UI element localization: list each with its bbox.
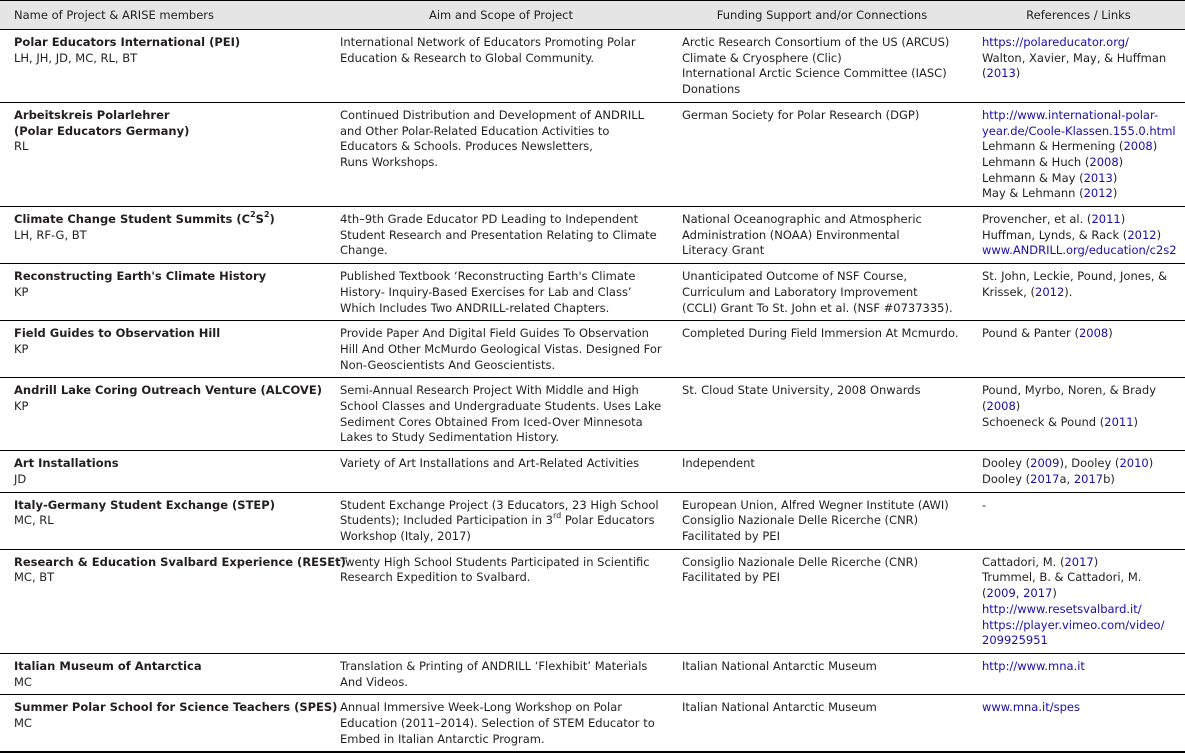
references-cell [972, 30, 1185, 103]
references-cell [972, 207, 1185, 264]
project-name: Summer Polar School for Science Teachers (SPES) [14, 700, 338, 715]
citation-author: St. John, Leckie, Pound, Jones, & [982, 269, 1168, 284]
project-name-part: S [255, 212, 264, 227]
funding-line: Independent [682, 456, 755, 471]
funding-line: Italian National Antarctic Museum [682, 658, 877, 673]
citation-year-link[interactable]: 2017 [1023, 586, 1053, 601]
citation-year-link[interactable]: 2008 [1089, 154, 1119, 169]
citation-year-link[interactable]: 2011 [1091, 212, 1121, 227]
citation: Dooley (2009), Dooley (2010) [982, 456, 1154, 471]
project-members: MC [14, 716, 32, 731]
aim-cell [330, 207, 672, 264]
citation-author: Krissek, [982, 284, 1027, 299]
citation-year-line: (2009, 2017) [982, 586, 1057, 601]
project-cell [0, 321, 330, 378]
reference-link[interactable]: http://www.resetsvalbard.it/ [982, 601, 1142, 616]
aim-cell [330, 378, 672, 451]
reference-link[interactable]: http://www.international-polar- [982, 107, 1159, 122]
project-members: KP [14, 399, 29, 414]
aim-line: Student Research and Presentation Relating to Climate [340, 227, 657, 242]
table-row [0, 653, 1185, 694]
aim-text: Students); Included Participation in 3 [340, 513, 553, 528]
aim-line: Student Exchange Project (3 Educators, 23 High School [340, 497, 659, 512]
project-name: Art Installations [14, 456, 119, 471]
aim-cell [330, 653, 672, 694]
citation-author: Cattadori, M. [982, 554, 1057, 569]
funding-line: Literacy Grant [682, 243, 765, 258]
project-name: Polar Educators International (PEI) [14, 35, 241, 49]
citation-year-link[interactable]: 2013 [986, 66, 1016, 81]
reference-link[interactable]: www.mna.it/spes [982, 700, 1080, 715]
project-cell [0, 492, 330, 549]
funding-line: Consiglio Nazionale Delle Ricerche (CNR) [682, 513, 919, 528]
project-members: LH, JH, JD, MC, RL, BT [14, 50, 138, 65]
project-members: MC, RL [14, 513, 54, 528]
project-members: MC [14, 674, 32, 689]
citation: Lehmann & Huch (2008) [982, 154, 1124, 169]
citation-year-line: (2008) [982, 399, 1021, 414]
citation-author: Trummel, B. & Cattadori, M. [982, 570, 1142, 585]
reference-text: - [982, 497, 987, 512]
project-members: KP [14, 284, 29, 299]
project-cell [0, 264, 330, 321]
project-name [14, 212, 324, 228]
project-cell [0, 207, 330, 264]
aim-line: Provide Paper And Digital Field Guides To Observation [340, 326, 649, 341]
funding-cell [672, 30, 972, 103]
citation-year-link[interactable]: 2010 [1119, 456, 1149, 471]
citation: Krissek, (2012). [982, 284, 1073, 299]
aim-line: Change. [340, 243, 388, 258]
funding-line: St. Cloud State University, 2008 Onwards [682, 383, 921, 398]
project-cell [0, 378, 330, 451]
aim-line: Sediment Cores Obtained From Iced-Over Minnesota [340, 414, 643, 429]
aim-cell [330, 549, 672, 653]
citation: Lehmann & Hermening (2008) [982, 139, 1158, 154]
funding-cell [672, 549, 972, 653]
citation-author: Dooley [1071, 456, 1112, 471]
citation: Pound & Panter (2008) [982, 326, 1113, 341]
funding-line: Arctic Research Consortium of the US (ARCUS) [682, 35, 950, 49]
citation-year-link[interactable]: 2008 [1078, 326, 1109, 341]
funding-line: European Union, Alfred Wegner Institute (AWI) [682, 497, 949, 512]
citation-author: Lehmann & Hermening [982, 139, 1116, 154]
citation-author: Schoeneck & Pound [982, 414, 1097, 429]
table-row [0, 378, 1185, 451]
funding-cell [672, 492, 972, 549]
aim-cell [330, 264, 672, 321]
reference-link[interactable]: https://player.vimeo.com/video/ [982, 617, 1165, 632]
project-name: Italy-Germany Student Exchange (STEP) [14, 497, 275, 512]
funding-line: Italian National Antarctic Museum [682, 700, 877, 715]
aim-line: Lakes to Study Sedimentation History. [340, 430, 560, 445]
reference-year-line: (2013) [982, 66, 1021, 81]
citation: Cattadori, M. (2017) [982, 554, 1099, 569]
citation-year-link[interactable]: 2012 [1127, 227, 1157, 242]
project-name-subtitle: (Polar Educators Germany) [14, 123, 190, 138]
aim-line: Published Textbook ‘Reconstructing Earth's Climate [340, 269, 636, 284]
aim-cell [330, 30, 672, 103]
aim-line: Research Expedition to Svalbard. [340, 570, 531, 585]
project-name: Field Guides to Observation Hill [14, 326, 221, 341]
project-cell [0, 102, 330, 206]
funding-cell [672, 321, 972, 378]
citation-year-link[interactable]: 2008 [1123, 139, 1153, 154]
table-row [0, 451, 1185, 492]
aim-line [340, 513, 666, 529]
project-members: JD [14, 471, 27, 486]
citation-author: Dooley [982, 456, 1023, 471]
citation: Provencher, et al. (2011) [982, 212, 1126, 227]
aim-line: and Other Polar-Related Education Activities to [340, 123, 610, 138]
aim-cell [330, 321, 672, 378]
citation-year-link[interactable]: 2012 [1035, 284, 1065, 299]
references-cell [972, 549, 1185, 653]
references-cell [972, 321, 1185, 378]
project-members: LH, RF-G, BT [14, 227, 87, 242]
reference-link[interactable]: www.ANDRILL.org/education/c2s2 [982, 243, 1177, 258]
project-members: RL [14, 139, 29, 154]
project-members: MC, BT [14, 570, 55, 585]
references-cell [972, 102, 1185, 206]
aim-line: Semi-Annual Research Project With Middle and High [340, 383, 639, 398]
aim-line: Continued Distribution and Development of ANDRILL [340, 107, 645, 122]
aim-line: Translation & Printing of ANDRILL ‘Flexhibit’ Materials [340, 658, 648, 673]
funding-cell [672, 264, 972, 321]
citation: May & Lehmann (2012) [982, 186, 1118, 201]
funding-line: Donations [682, 82, 741, 97]
aim-line: Hill And Other McMurdo Geological Vistas. Designed For [340, 341, 662, 356]
citation-author: Lehmann & Huch [982, 154, 1082, 169]
header-references: References / Links [972, 1, 1185, 30]
table-row [0, 30, 1185, 103]
citation-author: Dooley [982, 471, 1023, 486]
aim-line: Education (2011–2014). Selection of STEM Educator to [340, 716, 655, 731]
citation-author: Pound & Panter [982, 326, 1071, 341]
table-row [0, 321, 1185, 378]
aim-line: Which Includes Two ANDRILL-related Chapters. [340, 300, 610, 315]
aim-line: International Network of Educators Promoting Polar [340, 35, 636, 49]
aim-line: Annual Immersive Week-Long Workshop on Polar [340, 700, 622, 715]
funding-line: Facilitated by PEI [682, 528, 780, 543]
citation-year-link[interactable]: 2017 [1073, 471, 1104, 486]
table-row [0, 264, 1185, 321]
project-name: Reconstructing Earth's Climate History [14, 269, 267, 284]
funding-line: Curriculum and Laboratory Improvement [682, 284, 918, 299]
funding-line: German Society for Polar Research (DGP) [682, 107, 920, 122]
references-cell [972, 451, 1185, 492]
funding-line: Consiglio Nazionale Delle Ricerche (CNR) [682, 554, 919, 569]
citation-year-link[interactable]: 2017 [1030, 471, 1060, 486]
project-members: KP [14, 341, 29, 356]
aim-cell [330, 102, 672, 206]
funding-cell [672, 451, 972, 492]
aim-line: 4th–9th Grade Educator PD Leading to Independent [340, 212, 639, 227]
citation-year-link[interactable]: 2012 [1083, 186, 1113, 201]
funding-cell [672, 653, 972, 694]
citation-year-link[interactable]: 2008 [986, 399, 1016, 414]
reference-link[interactable]: http://www.mna.it [982, 658, 1085, 673]
header-aim: Aim and Scope of Project [330, 1, 672, 30]
project-cell [0, 451, 330, 492]
project-cell [0, 549, 346, 653]
references-cell [972, 492, 1185, 549]
header-name: Name of Project & ARISE members [0, 1, 330, 30]
citation: Lehmann & May (2013) [982, 170, 1118, 185]
aim-line: Twenty High School Students Participated in Scientific [340, 554, 650, 569]
citation-author: Lehmann & May [982, 170, 1076, 185]
table-row [0, 549, 1185, 653]
table-row [0, 102, 1185, 206]
citation-author: Huffman, Lynds, & Rack [982, 227, 1120, 242]
aim-line: History- Inquiry-Based Exercises for Lab and Class’ [340, 284, 632, 299]
table-row [0, 492, 1185, 549]
superscript: 2 [250, 210, 256, 220]
header-row [0, 1, 1185, 30]
reference-text: Walton, Xavier, May, & Huffman [982, 50, 1167, 65]
funding-line: International Arctic Science Committee (IASC) [682, 66, 947, 81]
aim-line: Non-Geoscientists And Geoscientists. [340, 357, 556, 372]
project-name: Andrill Lake Coring Outreach Venture (ALCOVE) [14, 383, 322, 398]
project-name: Arbeitskreis Polarlehrer [14, 107, 170, 122]
aim-line: Workshop (Italy, 2017) [340, 528, 471, 543]
citation-year-link[interactable]: 2009 [1030, 456, 1060, 471]
aim-line: Embed in Italian Antarctic Program. [340, 731, 545, 746]
project-name-part: ) [269, 212, 275, 227]
citation-year-link[interactable]: 2011 [1104, 414, 1134, 429]
funding-line: Unanticipated Outcome of NSF Course, [682, 269, 908, 284]
references-cell [972, 378, 1185, 451]
aim-line: Runs Workshops. [340, 154, 439, 169]
citation: Huffman, Lynds, & Rack (2012) [982, 227, 1162, 242]
references-cell [972, 653, 1185, 694]
citation-year-link[interactable]: 2009 [986, 586, 1016, 601]
citation-author: May & Lehmann [982, 186, 1076, 201]
reference-link[interactable]: 209925951 [982, 633, 1048, 648]
funding-line: Climate & Cryosphere (Clic) [682, 50, 842, 65]
project-name: Research & Education Svalbard Experience (RESEt) [14, 554, 346, 569]
aim-line: And Videos. [340, 674, 408, 689]
funding-line: National Oceanographic and Atmospheric [682, 212, 922, 227]
funding-cell [672, 378, 972, 451]
funding-line: Completed During Field Immersion At Mcmurdo. [682, 326, 959, 341]
funding-line: Administration (NOAA) Environmental [682, 227, 900, 242]
funding-cell [672, 207, 972, 264]
project-name: Italian Museum of Antarctica [14, 658, 202, 673]
aim-cell [330, 492, 672, 549]
aim-text: Polar Educators [561, 513, 655, 528]
header-funding: Funding Support and/or Connections [672, 1, 972, 30]
year-suffix: b [1103, 471, 1111, 486]
superscript: 2 [263, 210, 270, 220]
project-cell [0, 653, 330, 694]
citation-year-link[interactable]: 2013 [1083, 170, 1113, 185]
reference-link[interactable]: year.de/Coole-Klassen.155.0.html [982, 123, 1176, 138]
year-suffix: a [1059, 471, 1067, 486]
project-cell [0, 30, 330, 103]
citation: Dooley (2017a, 2017b) [982, 471, 1115, 486]
funding-line: (CCLI) Grant To St. John et al. (NSF #0737335). [682, 300, 953, 315]
citation-author: Provencher, et al. [982, 212, 1084, 227]
funding-line: Facilitated by PEI [682, 570, 780, 585]
reference-link[interactable]: https://polareducator.org/ [982, 35, 1129, 49]
table-row [0, 207, 1185, 264]
aim-cell [330, 451, 672, 492]
superscript: rd [553, 511, 562, 521]
aim-line: Variety of Art Installations and Art-Related Activities [340, 456, 640, 471]
aim-line: Education & Research to Global Community. [340, 50, 595, 65]
citation-year-link[interactable]: 2017 [1064, 554, 1094, 569]
citation: Schoeneck & Pound (2011) [982, 414, 1139, 429]
aim-line: School Classes and Undergraduate Students. Uses Lake [340, 399, 662, 414]
citation-author: Pound, Myrbo, Noren, & Brady [982, 383, 1157, 398]
references-cell [972, 264, 1185, 321]
project-name-part: Climate Change Student Summits (C [14, 212, 251, 227]
aim-line: Educators & Schools. Produces Newsletters, [340, 139, 593, 154]
funding-cell [672, 102, 972, 206]
